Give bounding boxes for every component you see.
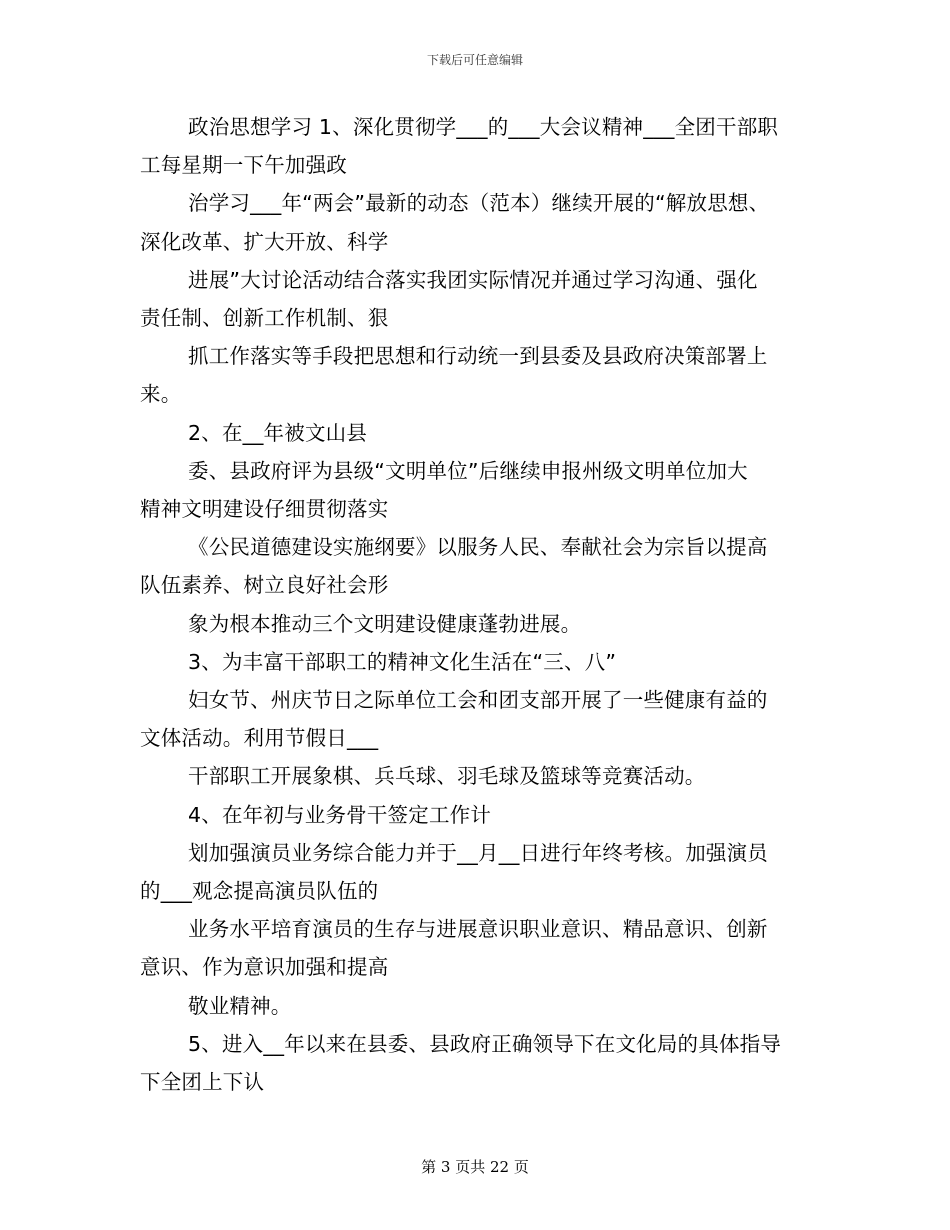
body-line: 下全团上下认 xyxy=(140,1070,265,1095)
body-line: 《公民道德建设实施纲要》以服务人民、奉献社会为宗旨以提高 xyxy=(188,535,768,560)
body-line: 来。 xyxy=(140,382,182,407)
body-line: 4、在年初与业务骨干签定工作计 xyxy=(188,802,492,827)
body-line: 5、进入__年以来在县委、县政府正确领导下在文化局的具体指导 xyxy=(188,1031,782,1056)
body-line: 3、为丰富干部职工的精神文化生活在“三、八” xyxy=(188,649,617,674)
body-line: 敬业精神。 xyxy=(188,993,292,1018)
body-line: 进展”大讨论活动结合落实我团实际情况并通过学习沟通、强化 xyxy=(188,267,758,292)
document-body xyxy=(140,108,820,1101)
body-line: 治学习___年“两会”最新的动态（范本）继续开展的“解放思想、 xyxy=(188,191,770,216)
body-line: 妇女节、州庆节日之际单位工会和团支部开展了一些健康有益的 xyxy=(188,688,768,713)
body-line: 意识、作为意识加强和提高 xyxy=(140,955,389,980)
body-line: 象为根本推动三个文明建设健康蓬勃进展。 xyxy=(188,611,582,636)
body-line: 干部职工开展象棋、兵乓球、羽毛球及篮球等竞赛活动。 xyxy=(188,764,706,789)
body-line: 工每星期一下午加强政 xyxy=(140,153,347,178)
body-line: 划加强演员业务综合能力并于__月__日进行年终考核。加强演员 xyxy=(188,840,768,865)
body-line: 业务水平培育演员的生存与进展意识职业意识、精品意识、创新 xyxy=(188,917,768,942)
body-line: 政治思想学习 1、深化贯彻学___的___大会议精神___全团干部职 xyxy=(188,115,779,139)
body-line: 责任制、创新工作机制、狠 xyxy=(140,306,389,331)
body-line: 精神文明建设仔细贯彻落实 xyxy=(140,497,389,522)
body-line: 队伍素养、树立良好社会形 xyxy=(140,573,389,598)
body-line: 深化改革、扩大开放、科学 xyxy=(140,229,389,254)
body-line: 2、在__年被文山县 xyxy=(188,420,368,445)
body-line: 委、县政府评为县级“文明单位”后继续申报州级文明单位加大 xyxy=(188,458,748,483)
body-line: 的___观念提高演员队伍的 xyxy=(140,879,379,904)
page-footer: 第 3 页共 22 页 xyxy=(421,1158,529,1176)
body-line: 抓工作落实等手段把思想和行动统一到县委及县政府决策部署上 xyxy=(188,344,768,369)
body-line: 文体活动。利用节假日___ xyxy=(140,726,379,751)
page-header: 下载后可任意编辑 xyxy=(426,53,523,67)
